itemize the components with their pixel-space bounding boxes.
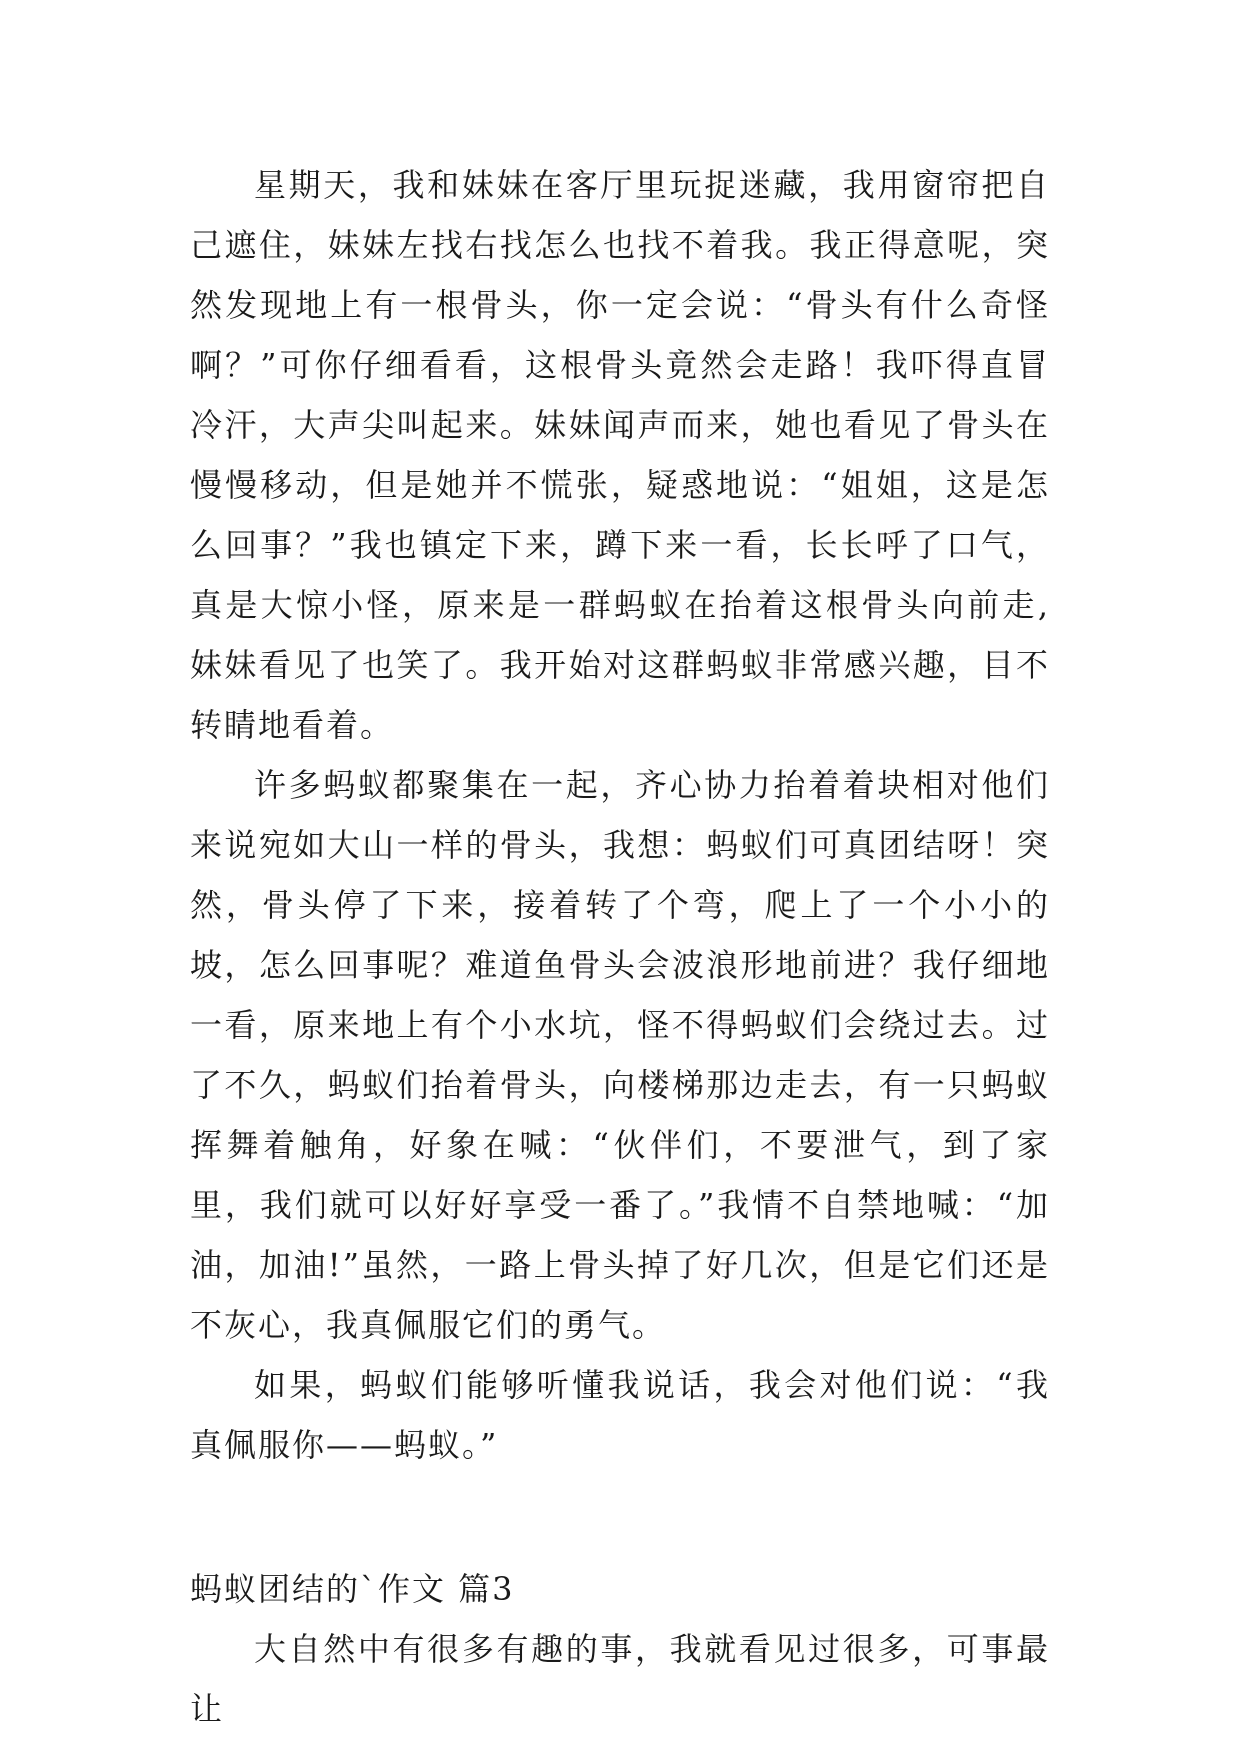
- section-title: 蚂蚁团结的`作文 篇3: [190, 1570, 515, 1608]
- paragraph-1: 星期天，我和妹妹在客厅里玩捉迷藏，我用窗帘把自己遮住，妹妹左找右找怎么也找不着我。我正得意呢，突然发现地上有一根骨头，你一定会说：“骨头有什么奇怪啊？”可你仔细看看，这根骨头竟然会走路！我吓得直冒冷汗，大声尖叫起来。妹妹闻声而来，她也看见了骨头在慢慢移动，但是她并不慌张，疑惑地说：“姐姐，这是怎么回事？”我也镇定下来，蹲下来一看，长长呼了口气，真是大惊小怪，原来是一群蚂蚁在抬着这根骨头向前走,妹妹看见了也笑了。我开始对这群蚂蚁非常感兴趣，目不转睛地看着。: [190, 166, 1050, 744]
- paragraph-2: 许多蚂蚁都聚集在一起，齐心协力抬着着块相对他们来说宛如大山一样的骨头，我想：蚂蚁们可真团结呀！突然，骨头停了下来，接着转了个弯，爬上了一个小小的坡，怎么回事呢？难道鱼骨头会波浪形地前进？我仔细地一看，原来地上有个小水坑，怪不得蚂蚁们会绕过去。过了不久，蚂蚁们抬着骨头，向楼梯那边走去，有一只蚂蚁挥舞着触角，好象在喊：“伙伴们，不要泄气，到了家里，我们就可以好好享受一番了。”我情不自禁地喊：“加油，加油!”虽然，一路上骨头掉了好几次，但是它们还是不灰心，我真佩服它们的勇气。: [190, 766, 1050, 1344]
- paragraph-3: 如果，蚂蚁们能够听懂我说话，我会对他们说：“我真佩服你——蚂蚁。”: [190, 1366, 1050, 1464]
- paragraph-4: 大自然中有很多有趣的事，我就看见过很多，可事最让: [190, 1630, 1050, 1728]
- document-body: [190, 155, 1050, 1739]
